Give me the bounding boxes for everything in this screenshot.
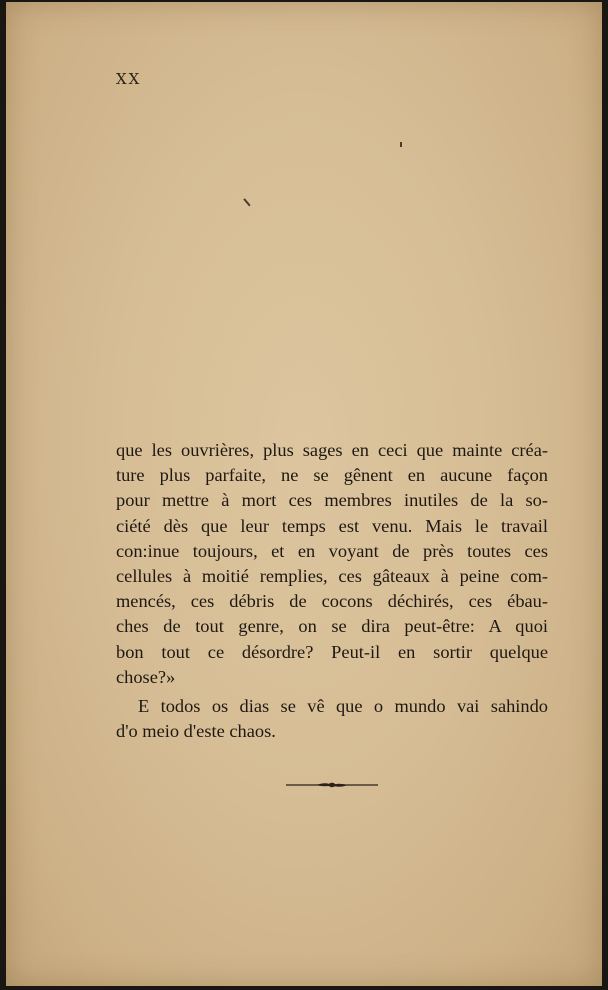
text-line: ciété dès que leur temps est venu. Mais le travail	[116, 515, 548, 536]
body-text	[116, 438, 548, 744]
text-line: cellules à moitié remplies, ces gâteaux à peine com-	[116, 566, 548, 587]
paragraph-portuguese	[116, 694, 548, 744]
book-page	[6, 2, 602, 986]
text-line: bon tout ce désordre? Peut-il en sortir quelque	[116, 641, 548, 662]
text-line: pour mettre à mort ces membres inutiles de la so-	[116, 490, 548, 511]
text-line: E todos os dias se vê que o mundo vai sahindo	[138, 696, 548, 717]
text-line: d'o meio d'este chaos.	[116, 721, 276, 742]
text-line: chose?»	[116, 666, 176, 687]
section-end-ornament-icon	[286, 780, 378, 790]
paper-speck	[400, 142, 402, 147]
paragraph-french-quote	[116, 438, 548, 690]
text-line: ture plus parfaite, ne se gênent en aucune façon	[116, 465, 548, 486]
text-line: ches de tout genre, on se dira peut-être: A quoi	[116, 616, 548, 637]
page-number: XX	[116, 70, 142, 88]
text-line: que les ouvrières, plus sages en ceci que mainte créa-	[116, 440, 548, 460]
paper-speck	[243, 199, 250, 207]
text-line: mencés, ces débris de cocons déchirés, ces ébau-	[116, 591, 548, 612]
text-line: con:inue toujours, et en voyant de près toutes ces	[116, 540, 548, 561]
